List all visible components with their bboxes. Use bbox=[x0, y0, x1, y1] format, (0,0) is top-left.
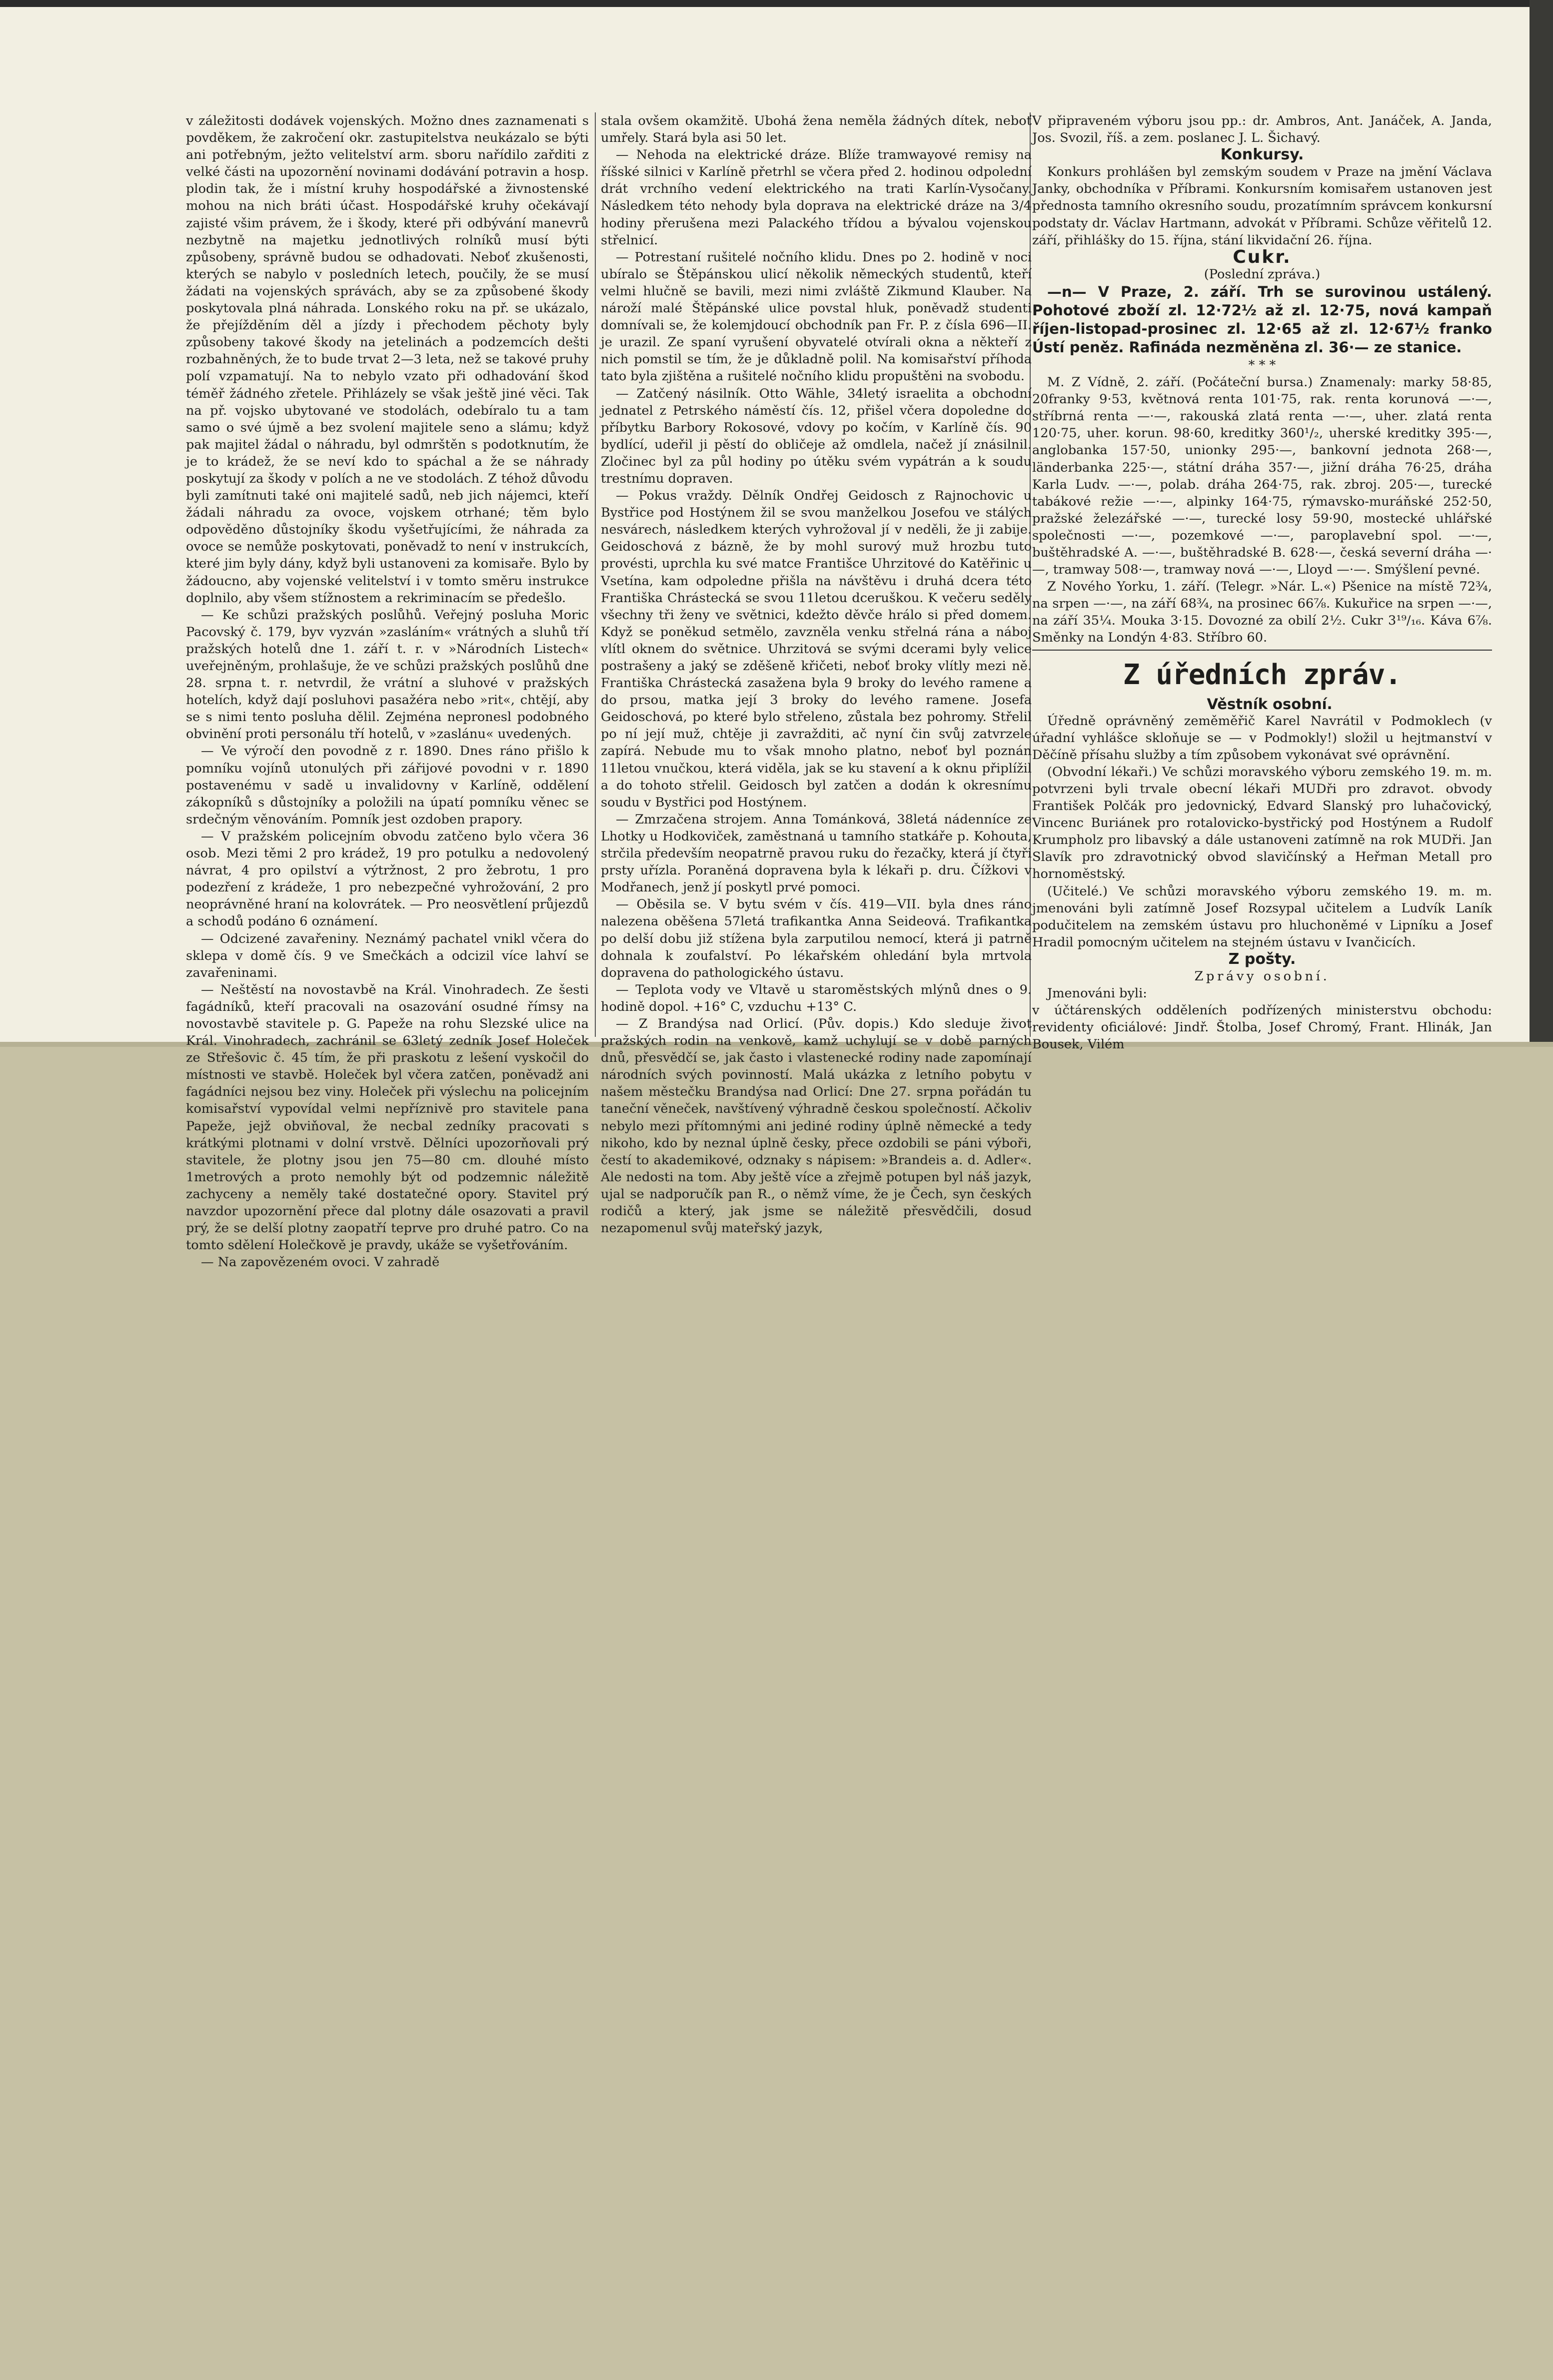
article-new-york: Z Nového Yorku, 1. září. (Telegr. »Nár. L.«) Pšenice na místě 72¾, na srpen —·—, na září 68¾, na prosinec 66⅞. Kukuřice na srpen —·—, na září 35¼. Mouka 3·15. Dovozné za obilí 2½. Cukr 3¹⁹/₁₆. Káva 6⅞. Směnky na Londýn 4·83. Stříbro 60. bbox=[1032, 579, 1492, 646]
article-nasilnik: — Zatčený násilník. Otto Wähle, 34letý israelita a obchodní jednatel z Petrského náměstí čís. 12, přišel včera dopoledne do příbytku Barbory Rokosové, vdovy po kočím, v Karlíně čís. 90 bydlící, udeřil ji pěstí do obličeje až omdlela, načež jí znásilnil. Zločinec byl za půl hodiny po útěku svém vypátrán a k soudu trestnímu dopraven. bbox=[601, 386, 1032, 486]
article-posty-lead: Jmenováni byli: bbox=[1047, 986, 1147, 1001]
article-konkursy: Konkurs prohlášen byl zemským soudem v Praze na jmění Václava Janky, obchodníka v Příbrami. Konkursním komisařem ustanoven jest přednosta tamního okresního soudu, prozatímním správcem konkursní podstaty dr. Václav Hartmann, advokát v Příbrami. Schůze věřitelů 12. září, přihlášky do 15. října, stání likvidační 26. října. bbox=[1032, 164, 1492, 248]
column-rule-1 bbox=[595, 112, 596, 1037]
article-manevry: v záležitosti dodávek vojenských. Možno dnes zaznamenati s povděkem, že zakročení okr. zastupitelstva neukázalo se býti ani potřebným, ježto velitelství arm. sboru nařídilo zařditi z velké části na upozornění novinami dodávání potravin a hosp. plodin tak, že i místní kruhy hospodářské a živnostenské mohou na nich bráti účast. Hospodářské kruhy očekávají zajisté všim právem, že i škody, které při odbývání manevrů nezbytně na majetku jednotlivých rolníků musí býti způsobeny, správně budou se odhadovati. Neboť zkušenosti, kterých se nabylo v posledních letech, poučily, že se musí žádati na vojenských správách, aby se za způsobené škody poskytovala plná náhrada. Lonského roku na př. se ukázalo, že přejížděním děl a jízdy i přechodem pěchoty byly způsobeny takové škody na jetelinách a podzemcích dešti rozbahněných, že to bude trvat 2—3 leta, než se takové pruhy polí vzpamatují. Na to nebylo vzato při odhadování škod téměř žádného zřetele. Přihlázely se však ještě jiné věci. Tak na př. vojsko ubytované ve stodolách, odebíralo tu a tam samo o své újmě a bez svolení majitele seno a slámu; když pak majitel žádal o náhradu, byl odmrštěn s podotknutím, že je to krádež, že se neví kdo to spáchal a že se náhrady poskytují za škody v polích a ne ve stodolách. Z téhož důvodu byli zamítnuti také oni majitelé sadů, neb jich nájemci, kteří žádali náhradu za ovoce, vojskem otrhané; těm bylo odpověděno důstojníky škodu vyšetřujícími, že náhrada za ovoce se nemůže poskytovati, poněvadž to není v instrukcích, které jim byly dány, když byli ustanoveni za komisaře. Bylo by žádoucno, aby vojenské velitelství i v tomto směru instrukce doplnilo, aby všem stížnostem a rekriminacím se předešlo. bbox=[186, 113, 589, 606]
separator-stars: * * * bbox=[1248, 357, 1276, 373]
article-vestnik-1: Úředně oprávněný zeměměřič Karel Navrátil v Podmoklech (v úřadní vyhlášce skloňuje se — v Podmokly!) složil u hejtmanství v Děčíně přísahu služby a tím způsobem vykonávat své oprávnění. bbox=[1032, 713, 1492, 763]
heading-z-posty: Z pošty. bbox=[1228, 950, 1296, 968]
article-brandys: — Z Brandýsa nad Orlicí. (Pův. dopis.) Kdo sleduje život pražských rodin na venkově, kamž uchylují se v době parných dnů, přesvědčí se, jak často i vlastenecké rodiny nade zapomínají národních svých povinností. Malá ukázka z letního pobytu v našem městečku Brandýsa nad Orlicí: Dne 27. srpna pořádán tu taneční věneček, navštívený výhradně českou společností. Ačkoliv nebylo mezi přítomnými ani jediné rodiny úplně německé a tedy nikoho, kdo by neznal úplně česky, přece ozdobili se páni výboři, čestí to akademikové, odznaky s nápisem: »Brandeis a. d. Adler«. Ale nedosti na tom. Aby ještě více a zřejmě potupen byl náš jazyk, ujal se nadporučík pan R., o němž víme, že je Čech, syn českých rodičů a který, jak jsme se náležitě přesvědčili, dosud nezapomenul svůj mateřský jazyk, bbox=[601, 1016, 1032, 1236]
article-elektricka-draha: — Nehoda na elektrické dráze. Blíže tramwayové remisy na říšské silnici v Karlíně přetrhl se včera před 2. hodinou odpolední drát vrchního vedení elektrického na trati Karlín-Vysočany. Následkem této nehody byla doprava na elektrické dráze na 3/4 hodiny přerušena mezi Palackého třídou a bývalou vojenskou střelnicí. bbox=[601, 147, 1032, 248]
column-1 bbox=[186, 112, 589, 1270]
subheading-vestnik-osobni: Věstník osobní. bbox=[1207, 695, 1333, 713]
heading-cukr: Cukr. bbox=[1233, 246, 1292, 267]
article-vestnik-3: (Učitelé.) Ve schůzi moravského výboru zemského 19. m. m. jmenováni byli zatímně Josef Rozsypal učitelem a Ludvík Laník podučitelem na zemském ústavu pro hluchoněmé v Lipníku a Josef Hradil pomocným učitelem na stejném ústavu v Ivančicích. bbox=[1032, 883, 1492, 950]
heading-konkursy: Konkursy. bbox=[1220, 146, 1304, 164]
article-obesila-se: — Oběsila se. V bytu svém v čís. 419—VII. byla dnes ráno nalezena oběšena 57letá trafikantka Anna Seideová. Trafikantka po delší dobu již stížena byla zarputilou nemocí, která ji patrně dohnala k zoufalství. Po lékařském ohledání byla mrtvola dopravena do pathologického ústavu. bbox=[601, 897, 1032, 980]
article-vybor: V připraveném výboru jsou pp.: dr. Ambros, Ant. Janáček, A. Janda, Jos. Svozil, říš. a zem. poslanec J. L. Šichavý. bbox=[1032, 113, 1492, 146]
subheading-posledni-zprava: (Poslední zpráva.) bbox=[1204, 266, 1321, 282]
article-zapovezene-ovoce: — Na zapovězeném ovoci. V zahradě bbox=[201, 1255, 440, 1270]
article-neestesti-vinohrady: — Neštěstí na novostavbě na Král. Vinohradech. Ze šesti fagádníků, kteří pracovali na osazování osudné římsy na novostavbě stavitele p. G. Papeže na rohu Slezské ulice na Král. Vinohradech, zachránil se 63letý zedník Josef Holeček ze Střešovic č. 45 tím, že při praskotu z lešení vyskočil do místnosti ve stavbě. Holeček byl včera zatčen, poněvadž ani fagádníci nejsou bez viny. Holeček při výslechu na policejním komisařství vypovídal velmi nepříznivě pro stavitele pana Papeže, jejž obviňoval, že necbal zedníky pracovati s krátkými plotnami v dolní vrstvě. Dělníci upozorňovali prý stavitele, že plotny jsou jen 75—80 cm. dlouhé místo 1metrových a proto nemohly být od podzemnic náležitě zachyceny a neměly také dostatečné opory. Stavitel prý navzdor upozornění přece dal plotny dále osazovati a pravil prý, že se delší plotny zaopatří teprve pro druhé patro. Co na tomto sdělení Holečkově je pravdy, ukáže se vyšetřováním. bbox=[186, 982, 589, 1253]
article-zavareniny: — Odcizené zavařeniny. Neznámý pachatel vnikl včera do sklepa v domě čís. 9 ve Smečkách a odcizil více lahví se zavařeninami. bbox=[186, 931, 589, 980]
article-burza-viden: M. Z Vídně, 2. září. (Počáteční bursa.) Znamenaly: marky 58·85, 20franky 9·53, květnová renta 101·75, rak. renta korunová —·—, stříbrná renta —·—, rakouská zlatá renta —·—, uher. zlatá renta 120·75, uher. korun. 98·60, kreditky 360¹/₂, uherské kreditky 395·—, anglobanka 157·50, unionky 295·—, bankovní jednota 268·—, länderbanka 225·—, státní dráha 357·—, jižní dráha 76·25, dráha Karla Ludv. —·—, polab. dráha 264·75, rak. zbroj. 205·—, turecké tabákové režie —·—, alpinky 164·75, rýmavsko-muráňské 252·50, pražské železářské —·—, turecké losy 59·90, mostecké uhlářské společnosti —·—, pozemkové —·—, paroplavební spol. —·—, buštěhradské A. —·—, buštěhradské B. 628·—, česká severní dráha —·—, tramway 508·—, tramway nová —·—, Lloyd —·—. Smýšlení pevné. bbox=[1032, 375, 1492, 578]
subheading-zpravy-osobni: Zprávy osobní. bbox=[1194, 969, 1330, 984]
article-continuation: stala ovšem okamžitě. Ubohá žena neměla žádných dítek, neboť umřely. Stará byla asi 50 let. bbox=[601, 113, 1032, 146]
article-poslove: — Ke schůzi pražských poslůhů. Veřejný posluha Moric Pacovský č. 179, byv vyzván »zasláním« vrátných a sluhů tří pražských hotelů dne 1. září t. r. v »Národních Listech« uveřejněným, prohlašuje, že ve schůzi pražských poslůhů dne 28. srpna t. r. netvrdil, že vrátní a sluhové v pražských hotelích, když dají posluhovi pasažéra nebo »rit«, chtějí, aby se s nimi tento posluha dělil. Zejména nepronesl podobného obvinění proti personálu tří hotelů, v »zaslánu« uvedených. bbox=[186, 607, 589, 742]
heading-z-uradnich-zprav: Z úředních zpráv. bbox=[1123, 658, 1402, 691]
article-posty-text: v účtárenských odděleních podřízených ministerstvu obchodu: revidenty oficiálové: Jindř. Štolba, Josef Chromý, Frant. Hlinák, Jan Bousek, Vilém bbox=[1032, 1003, 1492, 1052]
column-3 bbox=[1032, 112, 1492, 1052]
article-nocni-klid: — Potrestaní rušitelé nočního klidu. Dnes po 2. hodině v noci ubíralo se Štěpánskou ulicí několik německých studentů, kteří velmi hlučně se bavili, mezi nimi zvláště Zikmund Klauber. Na nároží malé Štěpánské ulice povstal hluk, poněvadž studenti domnívali se, že kolemjdoucí obchodník pan Fr. P. z čísla 696—II. je urazil. Ze spaní vyrušení obyvatelé otvírali okna a někteří z nich pomstil se tím, že je důkladně polil. Na komisařství příhoda tato byla zjištěna a rušitelé nočního klidu propuštěni na svobodu. bbox=[601, 249, 1032, 384]
article-trh-cukr: —n— V Praze, 2. září. Trh se surovinou ustálený. Pohotové zboží zl. 12·72½ až zl. 12·75, nová kampaň říjen-listopad-prosinec zl. 12·65 až zl. 12·67½ franko Ústí peněz. Rafináda nezměněna zl. 36·— ze stanice. bbox=[1032, 283, 1492, 356]
article-vestnik-2: (Obvodní lékaři.) Ve schůzi moravského výboru zemského 19. m. m. potvrzeni byli trvale obecní lékaři MUDři pro zdravot. obvody František Polčák pro jedovnický, Edvard Slanský pro luhačovický, Vincenc Buriánek pro rotalovicko-bystřický pod Hostýnem a Rudolf Krumpholz pro libavský a dále ustanoveni zatímně na rok MUDři. Jan Slavík pro zdravotnický obvod slavičínský a Heřman Metall pro hornoměstský. bbox=[1032, 764, 1492, 882]
article-zmrzacena: — Zmrzačena strojem. Anna Tománková, 38letá nádenníce ze Lhotky u Hodkoviček, zaměstnaná u tamního statkáře p. Kohouta, strčila především neopatrně pravou ruku do řezačky, která jí čtyři prsty uřízla. Poraněná dopravena byla k lékaři p. dru. Čížkovi v Modřanech, jenž jí poskytl prvé pomoci. bbox=[601, 811, 1032, 895]
column-2 bbox=[601, 112, 1032, 1236]
section-divider bbox=[1032, 650, 1492, 651]
article-teplota-vody: — Teplota vody ve Vltavě u staroměstských mlýnů dnes o 9. hodině dopol. +16° C, vzduchu +13° C. bbox=[601, 982, 1032, 1014]
scan-right-edge bbox=[1530, 0, 1553, 1047]
scan-top-border bbox=[0, 0, 1553, 7]
article-pokus-vrazdy: — Pokus vraždy. Dělník Ondřej Geidosch z Rajnochovic u Bystřice pod Hostýnem žil se svou manželkou Josefou ve stálých nesvárech, následkem kterých vyhrožoval jí v neděli, že ji zabije. Geidoschová z bázně, že by mohl surový muž hrozbu tuto provésti, uprchla ku své matce Františce Uhrzitové do Katěřinic u Vsetína, kam odpoledne přišla na návštěvu i druhá dcera této Františka Chrástecká se svou 11letou dceruškou. K večeru seděly všechny tři ženy ve světnici, kdežto děvče hrálo si před domem. Když se poněkud setmělo, zavzněla venku střelná rána a náboj vlítl oknem do světnice. Uhrzitová se svými dcerami byly velice postrašeny a jaký se zděšeně křičeti, neboť broky vlítly mezi ně. Františka Chrástecká zasažena byla 9 broky do levého ramene a do prsou, matka její 3 broky do levého ramene. Josefa Geidoschová, po které bylo střeleno, zůstala bez pohromy. Střelil po ní její muž, chtěje ji zavražditi, ač nyní čin svůj zatvrzele zapírá. Nebude mu to však mnoho platno, neboť byl poznán 11letou vnučkou, která viděla, jak se ku stavení a k oknu připlížil a do tohoto střelil. Geidosch byl zatčen a dodán k okresnímu soudu v Bystřici pod Hostýnem. bbox=[601, 488, 1032, 810]
article-policejni-obvod: — V pražském policejním obvodu zatčeno bylo včera 36 osob. Mezi těmi 2 pro krádež, 19 pro potulku a nedovolený návrat, 4 pro opilství a výtržnost, 2 pro žebrotu, 1 pro podezření z krádeže, 1 pro nebezpečné vyhrožování, 2 pro neoprávněné hraní na kolovrátek. — Pro neosvětlení průjezdů a schodů podáno 6 oznámení. bbox=[186, 828, 589, 929]
article-povoden-1890: — Ve výročí den povodně z r. 1890. Dnes ráno přišlo k pomníku vojínů utonulých při zářijové povodni v r. 1890 postavenému v sadě u invalidovny v Karlíně, oddělení zákopníků s důstojníky a položili na úpatí pomníku věnec se srdečným věnováním. Pomník jest ozdoben prapory. bbox=[186, 744, 589, 827]
